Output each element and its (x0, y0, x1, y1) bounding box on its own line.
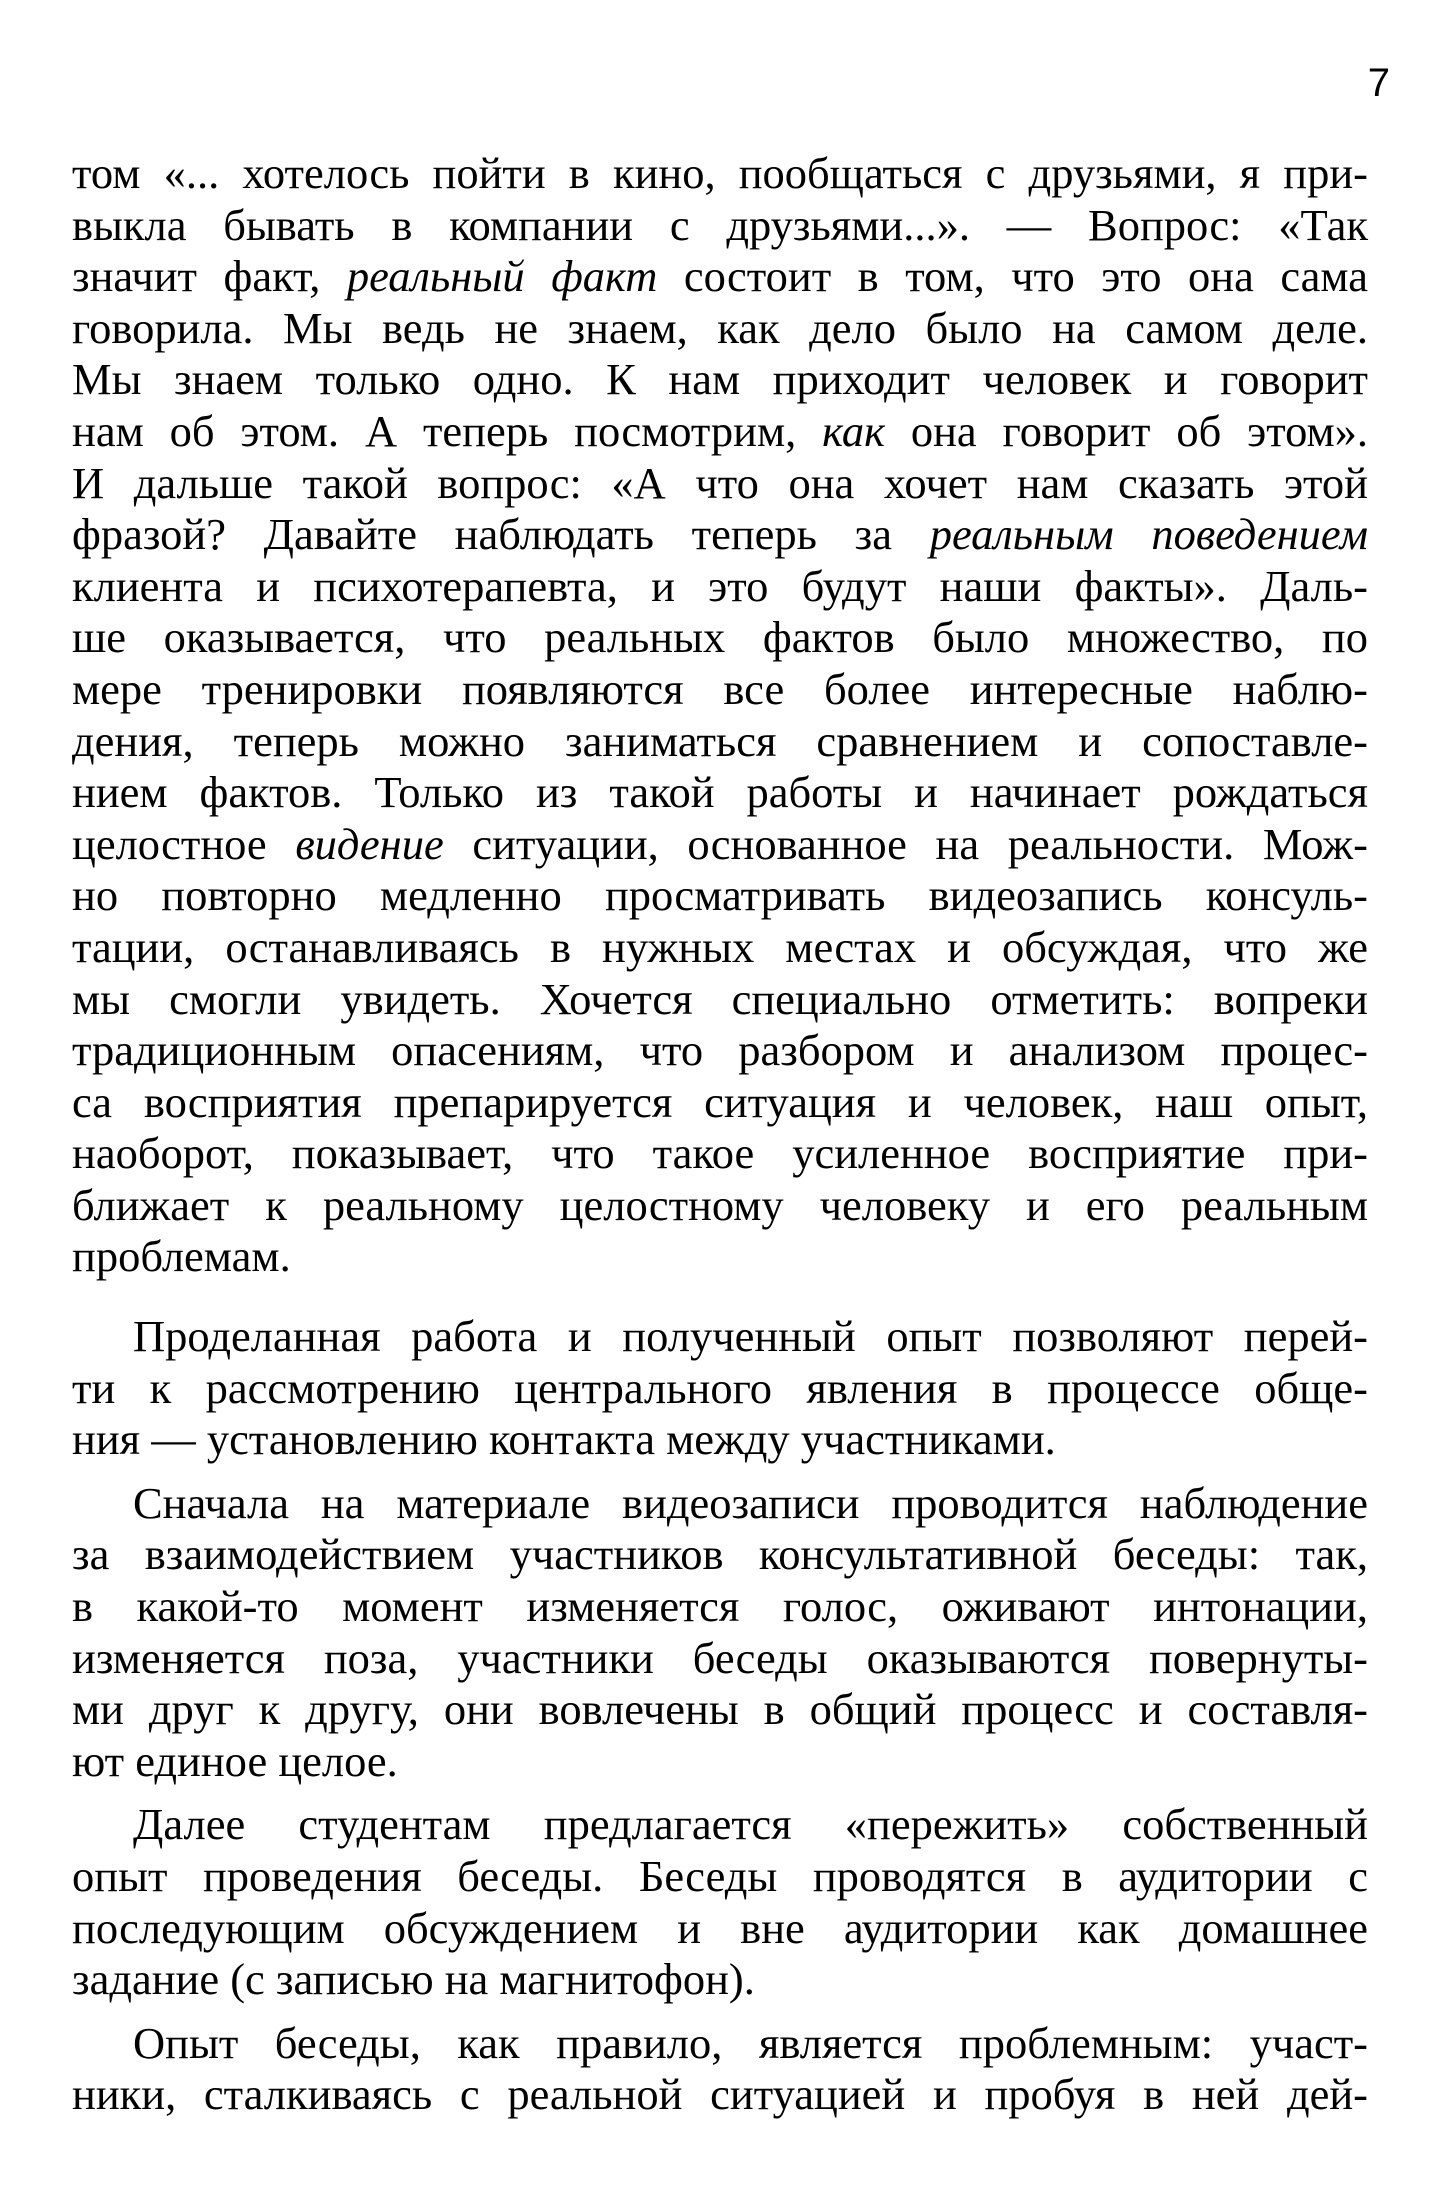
text-line (72, 1954, 1368, 2006)
paragraph (72, 1799, 1368, 2005)
text-run: изменяется поза, участники беседы оказываются повернуты- (72, 1632, 1368, 1683)
text-line (72, 1363, 1368, 1415)
text-run: Проделанная работа и полученный опыт позволяют перей- (133, 1311, 1368, 1362)
text-line (72, 974, 1368, 1026)
text-run: задание (с записью на магнитофон). (72, 1954, 755, 2005)
text-run: последующим обсуждением и вне аудитории как домашнее (72, 1902, 1368, 1953)
text-line (72, 2018, 1368, 2070)
text-run: в какой-то момент изменяется голос, оживают интонации, (72, 1581, 1368, 1632)
page-number: 7 (1367, 61, 1390, 105)
text-run: Опыт беседы, как правило, является проблемным: участ- (133, 2017, 1368, 2068)
text-line (72, 612, 1368, 664)
text-line (72, 922, 1368, 974)
text-line (72, 1529, 1368, 1581)
paragraph (72, 2018, 1368, 2121)
text-run: Сначала на материале видеозаписи проводится наблюдение (133, 1477, 1368, 1528)
text-line (72, 1414, 1368, 1466)
text-line (72, 870, 1368, 922)
text-line (72, 458, 1368, 510)
text-run: фразой? Давайте наблюдать теперь за (72, 509, 930, 560)
text-line (72, 716, 1368, 768)
text-run: ти к рассмотрению центрального явления в процессе обще- (72, 1362, 1368, 1413)
text-line (72, 200, 1368, 252)
text-line (72, 561, 1368, 613)
italic-emphasis: как (822, 405, 885, 456)
paragraph-gap (72, 1466, 1368, 1478)
text-run: тации, останавливаясь в нужных местах и обсуждая, что же (72, 921, 1368, 972)
text-run: говорила. Мы ведь не знаем, как дело было на самом деле. (72, 302, 1368, 353)
text-line (72, 1077, 1368, 1129)
text-run: са восприятия препарируется ситуация и человек, наш опыт, (72, 1076, 1368, 1127)
paragraph (72, 1311, 1368, 1466)
text-line (72, 1633, 1368, 1685)
text-run: проблемам. (72, 1231, 291, 1282)
text-line (72, 1478, 1368, 1530)
text-run: значит факт, (72, 251, 347, 302)
text-run: состоит в том, что это она сама (657, 251, 1368, 302)
text-line (72, 1128, 1368, 1180)
text-run: ют единое целое. (72, 1735, 398, 1786)
text-run: она говорит об этом». (884, 405, 1369, 456)
text-run: целостное (72, 818, 296, 869)
text-line (72, 509, 1368, 561)
text-line (72, 664, 1368, 716)
text-run: ше оказывается, что реальных фактов было множество, по (72, 612, 1368, 663)
paragraph-gap (72, 1283, 1368, 1311)
text-run: но повторно медленно просматривать видеозапись консуль- (72, 870, 1368, 921)
text-line (72, 354, 1368, 406)
body-text (72, 148, 1368, 2121)
text-run: И дальше такой вопрос: «А что она хочет нам сказать этой (72, 457, 1368, 508)
text-line (72, 767, 1368, 819)
text-line (72, 251, 1368, 303)
text-run: опыт проведения беседы. Беседы проводятся в аудитории с (72, 1851, 1368, 1901)
text-line (72, 148, 1368, 200)
italic-emphasis: реальный факт (346, 251, 658, 302)
paragraph-gap (72, 2006, 1368, 2018)
text-run: выкла бывать в компании с друзьями...». — Вопрос: «Так (72, 199, 1368, 250)
paragraph (72, 1478, 1368, 1788)
text-line (72, 303, 1368, 355)
text-line (72, 1180, 1368, 1232)
text-run: ми друг к другу, они вовлечены в общий процесс и составля- (72, 1684, 1368, 1735)
text-line (72, 2069, 1368, 2121)
text-run: Далее студентам предлагается «пережить» собственный (133, 1799, 1368, 1850)
text-run: традиционным опасениям, что разбором и анализом процес- (72, 1025, 1368, 1076)
text-run: ния — установлению контакта между участниками. (72, 1414, 1056, 1465)
text-line (72, 1799, 1368, 1851)
text-run: мы смогли увидеть. Хочется специально отметить: вопреки (72, 973, 1368, 1024)
text-run: дения, теперь можно заниматься сравнением и сопоставле- (72, 715, 1368, 766)
text-line (72, 406, 1368, 458)
text-line (72, 1311, 1368, 1363)
text-run: мере тренировки появляются все более интересные наблю- (72, 663, 1368, 714)
italic-emphasis: видение (295, 818, 444, 869)
text-run: нам об этом. А теперь посмотрим, (72, 405, 823, 456)
text-line (72, 1025, 1368, 1077)
text-run: нием фактов. Только из такой работы и начинает рождаться (72, 767, 1368, 818)
paragraph (72, 148, 1368, 1283)
text-run: Мы знаем только одно. К нам приходит человек и говорит (72, 354, 1368, 405)
text-run: клиента и психотерапевта, и это будут наши факты». Даль- (72, 560, 1368, 611)
text-line (72, 1851, 1368, 1903)
text-line (72, 1684, 1368, 1736)
text-line (72, 1736, 1368, 1788)
text-line (72, 1231, 1368, 1283)
italic-emphasis: реальным поведением (929, 509, 1368, 560)
text-run: ближает к реальному целостному человеку и его реальным (72, 1179, 1368, 1230)
text-run: ситуации, основанное на реальности. Мож- (443, 818, 1369, 869)
text-run: за взаимодействием участников консультативной беседы: так, (72, 1529, 1368, 1580)
text-line (72, 819, 1368, 871)
text-run: наоборот, показывает, что такое усиленное восприятие при- (72, 1128, 1368, 1179)
text-run: ники, сталкиваясь с реальной ситуацией и пробуя в ней дей- (72, 2069, 1368, 2120)
text-run: том «... хотелось пойти в кино, пообщаться с друзьями, я при- (72, 148, 1368, 198)
paragraph-gap (72, 1787, 1368, 1799)
text-line (72, 1581, 1368, 1633)
text-line (72, 1903, 1368, 1955)
